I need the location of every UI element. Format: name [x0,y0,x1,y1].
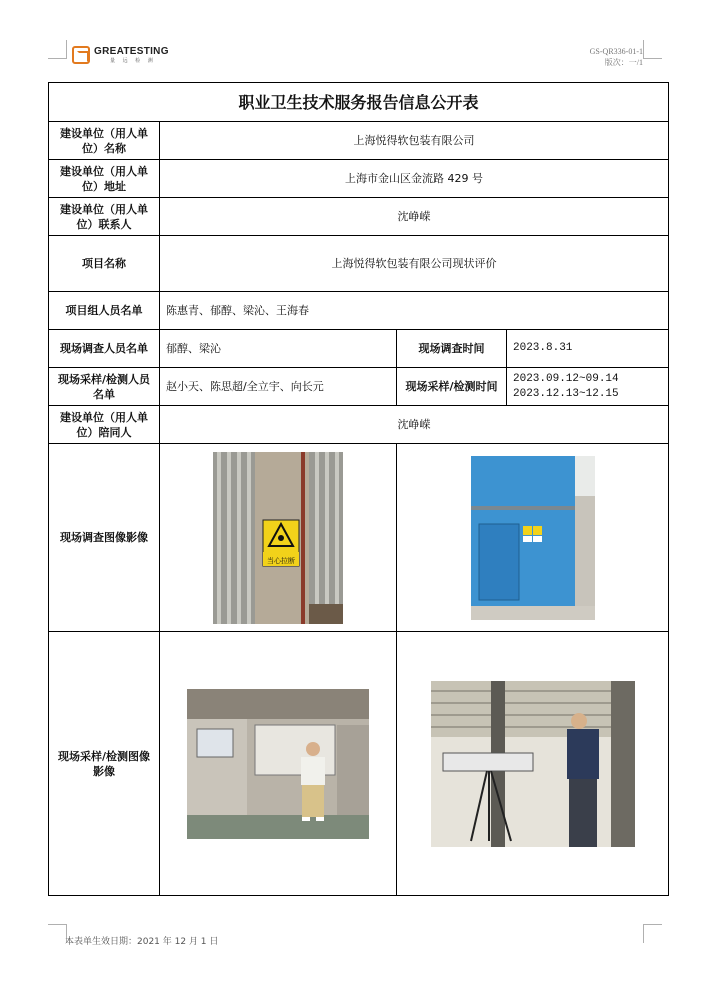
sampling-time-2: 2023.12.13~12.15 [513,387,619,400]
sampling-photo-1-cell [160,632,397,896]
project-value: 上海悦得软包装有限公司现状评价 [160,236,669,292]
team-label: 项目组人员名单 [49,292,160,330]
survey-photo-warning-sign [213,452,343,624]
page-title: 职业卫生技术服务报告信息公开表 [49,83,669,122]
address-value: 上海市金山区金流路 429 号 [160,160,669,198]
document-code-block [590,46,643,68]
survey-images-label: 现场调查图像影像 [49,444,160,632]
sampling-photo-2-cell [397,632,669,896]
sampling-time-cell [507,368,669,406]
survey-staff-label: 现场调查人员名单 [49,330,160,368]
project-label: 项目名称 [49,236,160,292]
crop-mark-top-left [48,40,67,59]
document-version: 版次：一/1 [604,58,643,67]
address-label: 建设单位（用人单位）地址 [49,160,160,198]
document-code: GS-QR336-01-1 [589,47,643,56]
contact-value: 沈峥嵘 [160,198,669,236]
sampling-staff-label: 现场采样/检测人员名单 [49,368,160,406]
sampling-photo-person [187,689,369,839]
logo-name: GREATESTING [94,46,169,57]
survey-photo-blue-tank [471,456,595,620]
sampling-staff-value: 赵小天、陈思超/全立宇、向长元 [160,368,397,406]
warning-sign-text: 当心拉断 [267,556,295,565]
crop-mark-top-right [643,40,662,59]
survey-time-label: 现场调查时间 [397,330,507,368]
sampling-images-label: 现场采样/检测图像影像 [49,632,160,896]
sampling-photo-instrument [431,681,635,847]
footer-effective-date: 本表单生效日期：2021 年 12 月 1 日 [65,937,219,947]
escort-value: 沈峥嵘 [160,406,669,444]
survey-photo-1-cell [160,444,397,632]
survey-time-value: 2023.8.31 [507,330,669,368]
sampling-time-1: 2023.09.12~09.14 [513,372,619,385]
escort-label: 建设单位（用人单位）陪同人 [49,406,160,444]
survey-photo-2-cell [397,444,669,632]
survey-staff-value: 郁醇、梁沁 [160,330,397,368]
logo-icon [72,46,90,64]
contact-label: 建设单位（用人单位）联系人 [49,198,160,236]
sampling-time-label: 现场采样/检测时间 [397,368,507,406]
logo-subtitle: 量 远 检 测 [110,58,156,64]
info-table [48,82,669,896]
crop-mark-bottom-right [643,924,662,943]
unit-name-label: 建设单位（用人单位）名称 [49,122,160,160]
team-value: 陈惠青、郁醇、梁沁、王海春 [160,292,669,330]
unit-name-value: 上海悦得软包装有限公司 [160,122,669,160]
